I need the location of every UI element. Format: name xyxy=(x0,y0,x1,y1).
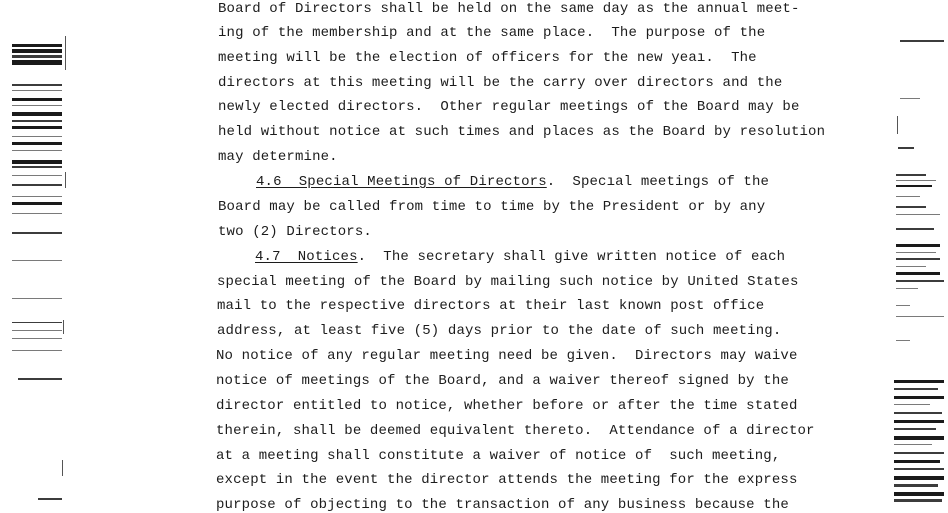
text-line: special meeting of the Board by mailing such notice by United States xyxy=(217,274,799,290)
text-line: therein, shall be deemed equivalent thereto. Attendance of a director xyxy=(216,423,815,439)
text-line: No notice of any regular meeting need be given. Directors may waive xyxy=(216,348,798,364)
text-line: ing of the membership and at the same place. The purpose of the xyxy=(218,25,766,41)
text-line: except in the event the director attends the meeting for the express xyxy=(216,472,798,488)
text-line: directors at this meeting will be the carry over directors and the xyxy=(218,75,783,91)
text-line: director entitled to notice, whether before or after the time stated xyxy=(216,398,798,414)
text-line: newly elected directors. Other regular meetings of the Board may be xyxy=(218,99,800,115)
text-line: mail to the respective directors at their last known post office xyxy=(217,298,765,314)
text-line: address, at least five (5) days prior to the date of such meeting. xyxy=(217,323,782,339)
text-line: Board may be called from time to time by the President or by any xyxy=(218,199,766,215)
section-4-6-line xyxy=(256,174,769,190)
section-text: . The secretary shall give written notice of each xyxy=(357,249,786,265)
text-line: two (2) Directors. xyxy=(218,224,372,240)
text-line: may determine. xyxy=(218,149,338,165)
text-line: meeting will be the election of officers for the new yeaı. The xyxy=(218,50,757,66)
text-line: purpose of objecting to the transaction of any business because the xyxy=(216,497,789,513)
text-line: held without notice at such times and places as the Board by resolution xyxy=(218,124,826,140)
section-heading-notices: 4.7 Notices xyxy=(255,249,358,265)
text-line: notice of meetings of the Board, and a waiver thereof signed by the xyxy=(216,373,789,389)
section-text: . Specıal meetings of the xyxy=(546,174,770,190)
section-4-7-line xyxy=(255,249,785,265)
text-line: at a meeting shall constitute a waiver of notice of such meeting, xyxy=(216,448,781,464)
text-line: Board of Directors shall be held on the same day as the annual meet- xyxy=(218,1,800,17)
section-heading-special-meetings: 4.6 Special Meetings of Directors xyxy=(256,174,547,190)
